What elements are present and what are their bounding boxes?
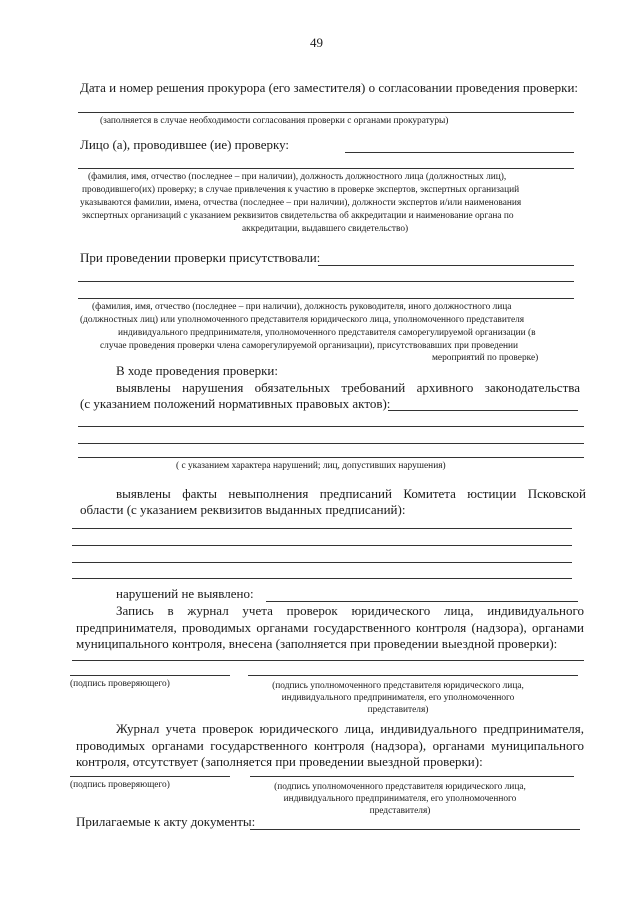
inspector-line-2 xyxy=(78,168,574,169)
prosecutor-decision-line xyxy=(78,112,574,113)
journal-entry-text-2: предпринимателя, проводимых органами государственного контроля (надзора), органами xyxy=(76,620,584,635)
signature-inspector-line-1 xyxy=(70,675,230,676)
signature-representative-caption-1a: (подпись уполномоченного представителя юридического лица, xyxy=(272,681,524,691)
journal-entry-text-1: Запись в журнал учета проверок юридического лица, индивидуального xyxy=(116,603,584,618)
present-note-5: мероприятий по проверке) xyxy=(432,353,539,363)
present-note-1: (фамилия, имя, отчество (последнее – при наличии), должность руководителя, иного должностного лица xyxy=(92,302,512,312)
no-violations-line xyxy=(266,601,578,602)
signature-inspector-caption-1: (подпись проверяющего) xyxy=(70,679,170,689)
prosecutor-decision-note: (заполняется в случае необходимости согласования проверки с органами прокуратуры) xyxy=(100,116,449,126)
inspector-note-1: (фамилия, имя, отчество (последнее – при наличии), должность должностного лица (должностных лиц), xyxy=(88,172,507,182)
prosecutor-decision-label: Дата и номер решения прокурора (его заместителя) о согласовании проведения проверки: xyxy=(80,80,579,95)
attached-documents-line xyxy=(250,829,580,830)
violations-line-3 xyxy=(78,443,584,444)
signature-inspector-line-2 xyxy=(70,776,230,777)
signature-inspector-caption-2: (подпись проверяющего) xyxy=(70,780,170,790)
inspector-label: Лицо (а), проводившее (ие) проверку: xyxy=(80,137,290,152)
journal-absent-text-2: проводимых органами государственного контроля (надзора), органами муниципального xyxy=(76,738,584,753)
inspector-line-1 xyxy=(345,152,574,153)
inspector-note-5: аккредитации, выдавшего свидетельство) xyxy=(242,224,409,234)
attached-documents-label: Прилагаемые к акту документы: xyxy=(76,814,256,829)
present-note-3: индивидуального предпринимателя, уполномоченного представителя саморегулируемой организации (в xyxy=(118,328,536,338)
violations-note: ( с указанием характера нарушений; лиц, допустивших нарушения) xyxy=(176,461,446,471)
signature-representative-line-2 xyxy=(250,776,574,777)
present-note-4: случае проведения проверки члена саморегулируемой организации), присутствовавших при проведении xyxy=(100,341,519,351)
present-line-1 xyxy=(318,265,574,266)
orders-text-1: выявлены факты невыполнения предписаний Комитета юстиции Псковской xyxy=(116,486,586,501)
journal-entry-text-3: муниципального контроля, внесена (заполняется при проведении выездной проверки): xyxy=(76,636,558,651)
inspector-note-4: экспертных организаций с указанием реквизитов свидетельства об аккредитации и наименование органа по xyxy=(82,211,514,221)
no-violations-label: нарушений не выявлено: xyxy=(116,586,254,601)
violations-line-4 xyxy=(78,457,584,458)
present-label: При проведении проверки присутствовали: xyxy=(80,250,321,265)
violations-line-1 xyxy=(388,410,578,411)
page-number: 49 xyxy=(310,35,323,50)
signature-representative-caption-1b: индивидуального предпринимателя, его уполномоченного xyxy=(281,693,515,703)
violations-text-1: выявлены нарушения обязательных требований архивного законодательства xyxy=(116,380,580,395)
inspector-note-2: проводившего(их) проверку; в случае привлечения к участию в проверке экспертов, экспертных организаций xyxy=(82,185,520,195)
orders-line-1 xyxy=(72,528,572,529)
orders-line-4 xyxy=(72,578,572,579)
signature-representative-line-1 xyxy=(248,675,578,676)
signature-representative-caption-2c: представителя) xyxy=(369,806,431,816)
signature-representative-caption-1c: представителя) xyxy=(367,705,429,715)
orders-line-2 xyxy=(72,545,572,546)
violations-text-2: (с указанием положений нормативных правовых актов): xyxy=(80,396,391,411)
during-inspection-heading: В ходе проведения проверки: xyxy=(116,363,279,378)
violations-line-2 xyxy=(78,426,584,427)
journal-absent-text-1: Журнал учета проверок юридического лица, индивидуального предпринимателя, xyxy=(116,721,584,736)
present-note-2: (должностных лиц) или уполномоченного представителя юридического лица, уполномоченного представителя xyxy=(80,315,525,325)
present-line-2 xyxy=(78,281,574,282)
signature-representative-caption-2a: (подпись уполномоченного представителя юридического лица, xyxy=(274,782,526,792)
signature-representative-caption-2b: индивидуального предпринимателя, его уполномоченного xyxy=(283,794,517,804)
present-line-3 xyxy=(78,298,574,299)
inspector-note-3: указываются фамилии, имена, отчества (последнее – при наличии), должности экспертов и/или наименования xyxy=(80,198,522,208)
orders-line-3 xyxy=(72,562,572,563)
orders-text-2: области (с указанием реквизитов выданных предписаний): xyxy=(80,502,406,517)
journal-absent-text-3: контроля, отсутствует (заполняется при проведении выездной проверки): xyxy=(76,754,483,769)
journal-entry-line xyxy=(72,660,584,661)
